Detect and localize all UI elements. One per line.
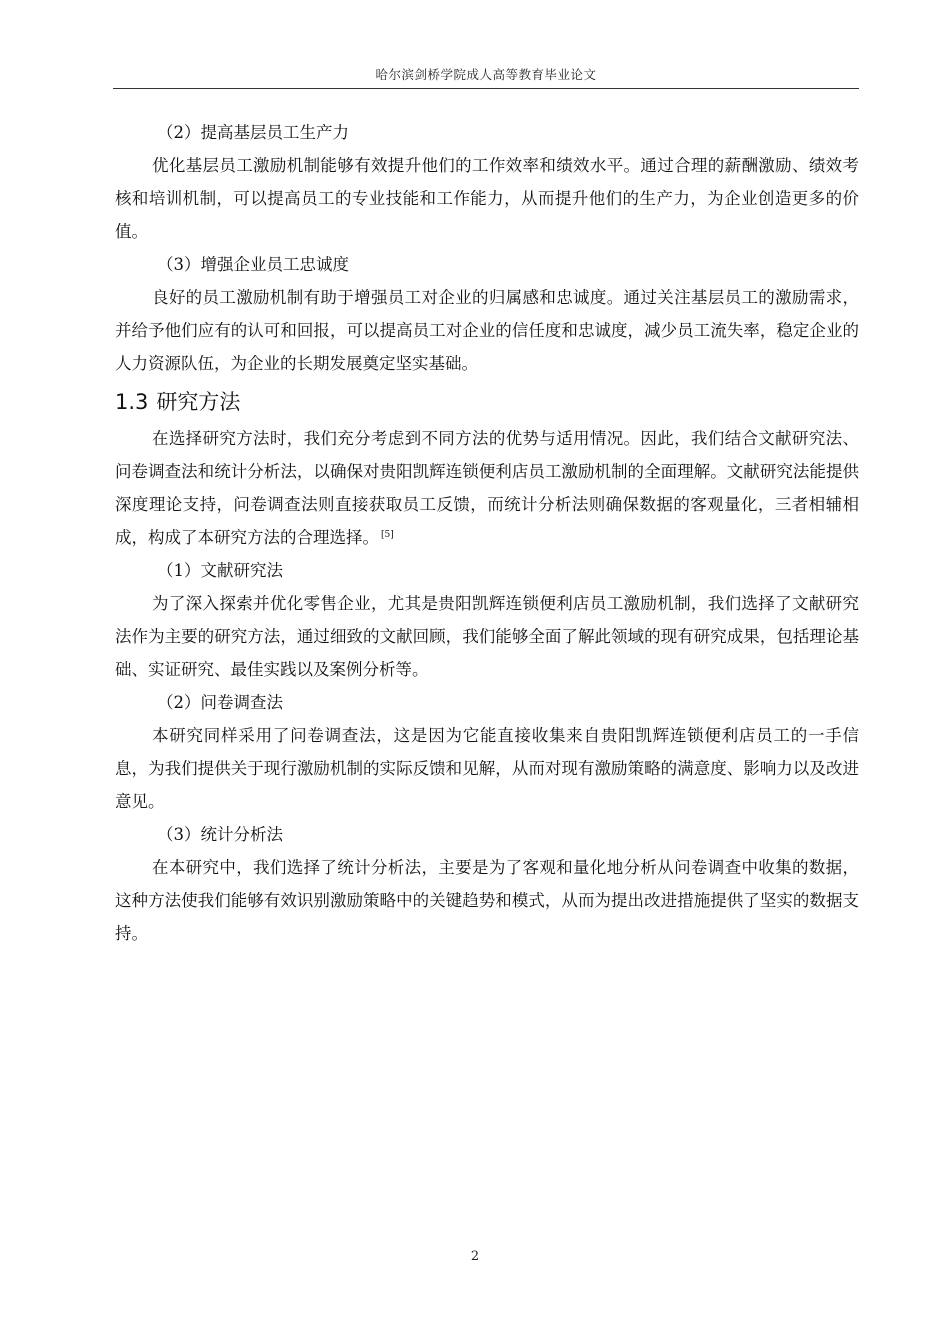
section-number: 1.3 (115, 390, 149, 414)
section-title: 研究方法 (156, 390, 241, 414)
subheading-statistics: （3）统计分析法 (157, 825, 283, 844)
subheading-literature: （1）文献研究法 (157, 561, 283, 580)
paragraph-loyalty: 良好的员工激励机制有助于增强员工对企业的归属感和忠诚度。通过关注基层员工的激励需求，并给予他们应有的认可和回报，可以提高员工对企业的信任度和忠诚度，减少员工流失率，稳定企业的人力资源队伍，为企业的长期发展奠定坚实基础。 (115, 288, 859, 373)
section-heading (115, 382, 859, 422)
page-number: 2 (470, 1249, 480, 1264)
subheading-questionnaire: （2）问卷调查法 (157, 693, 283, 712)
running-header: 哈尔滨剑桥学院成人高等教育毕业论文 (375, 67, 597, 82)
paragraph-methods-text: 在选择研究方法时，我们充分考虑到不同方法的优势与适用情况。因此，我们结合文献研究法、问卷调查法和统计分析法，以确保对贵阳凯辉连锁便利店员工激励机制的全面理解。文献研究法能提供深度理论支持，问卷调查法则直接获取员工反馈，而统计分析法则确保数据的客观量化，三者相辅相成，构成了本研究方法的合理选择。 (115, 429, 859, 547)
paragraph-productivity: 优化基层员工激励机制能够有效提升他们的工作效率和绩效水平。通过合理的薪酬激励、绩效考核和培训机制，可以提高员工的专业技能和工作能力，从而提升他们的生产力，为企业创造更多的价值。 (115, 156, 859, 241)
paragraph-questionnaire: 本研究同样采用了问卷调查法，这是因为它能直接收集来自贵阳凯辉连锁便利店员工的一手信息，为我们提供关于现行激励机制的实际反馈和见解，从而对现有激励策略的满意度、影响力以及改进意见。 (115, 726, 859, 811)
paragraph-literature: 为了深入探索并优化零售企业，尤其是贵阳凯辉连锁便利店员工激励机制，我们选择了文献研究法作为主要的研究方法，通过细致的文献回顾，我们能够全面了解此领域的现有研究成果，包括理论基础、实证研究、最佳实践以及案例分析等。 (115, 594, 859, 679)
paragraph-statistics: 在本研究中，我们选择了统计分析法，主要是为了客观和量化地分析从问卷调查中收集的数据，这种方法使我们能够有效识别激励策略中的关键趋势和模式，从而为提出改进措施提供了坚实的数据支持。 (115, 858, 859, 943)
citation-ref[interactable]: [5] (381, 529, 394, 540)
body-content (115, 116, 859, 950)
header-rule (113, 88, 859, 89)
subheading-loyalty: （3）增强企业员工忠诚度 (157, 255, 349, 274)
subheading-productivity: （2）提高基层员工生产力 (157, 123, 349, 142)
paragraph-methods (115, 422, 859, 554)
